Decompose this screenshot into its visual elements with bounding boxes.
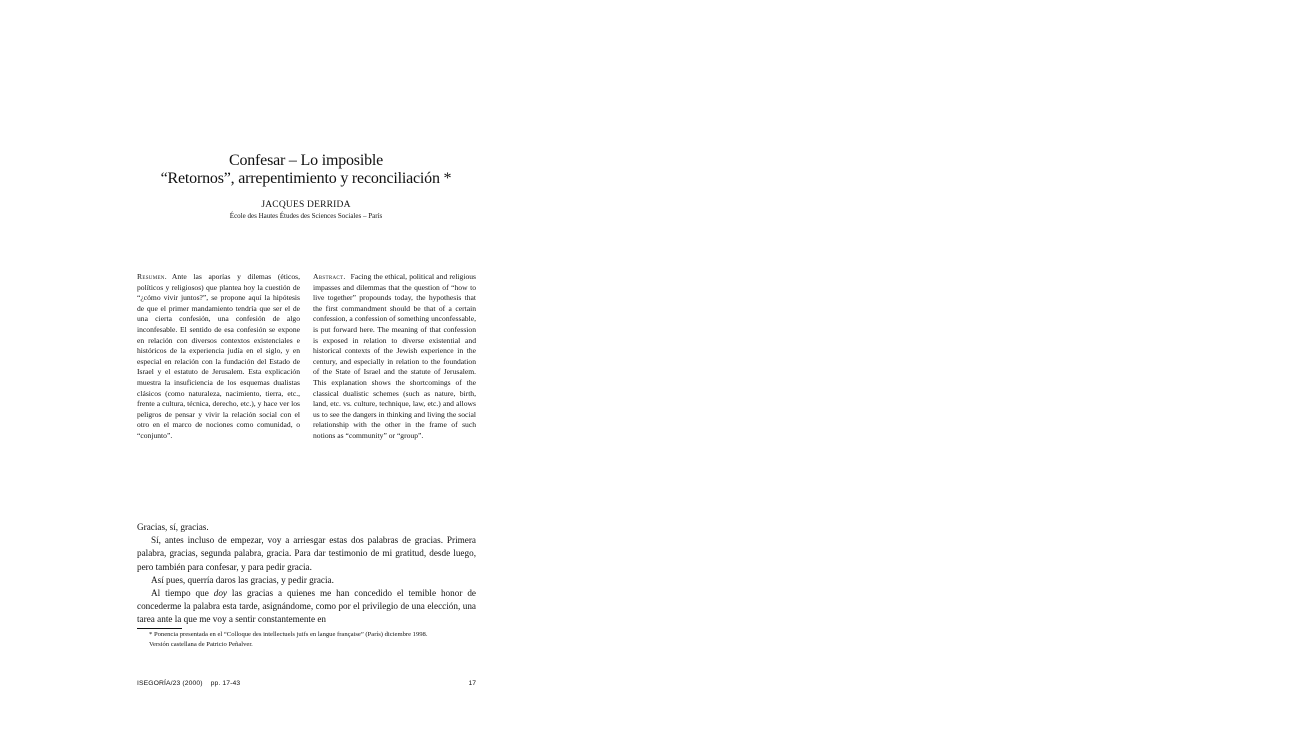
- body-text: [137, 521, 476, 627]
- body-text-run: Al tiempo que: [151, 588, 214, 599]
- body-paragraph: Gracias, sí, gracias.: [137, 522, 209, 532]
- page-number: 17: [468, 680, 476, 687]
- abstract-english-text: Facing the ethical, political and religious impasses and dilemmas that the question of “how to live together” propounds today, the hypothesis that the first commandment should be that of a certain confession, a confession of something unconfessable, is put forward here. The meaning of that confession is exposed in relation to diverse existential and historical contexts of the Jewish experience in the century, and especially in relation to the foundation of the State of Israel and the statute of Jerusalem. This explanation shows the shortcomings of the classical dualistic schemes (such as nature, birth, land, etc. vs. culture, technique, law, etc.) and allows us to see the dangers in thinking and living the social relationship with the other in the frame of such notions as “community” or “group”.: [313, 272, 476, 440]
- article-title: [136, 152, 476, 188]
- body-emphasis: doy: [213, 588, 227, 599]
- page-range: pp. 17-43: [210, 680, 241, 687]
- body-paragraph: [137, 587, 476, 627]
- author-name: JACQUES DERRIDA: [261, 200, 351, 210]
- body-text-run: las gracias a quienes me han concedido el temible honor de concederme la palabra esta tarde, asignándome, como por el privilegio de una elección, una tarea ante la que me voy a sentir constantemente en: [137, 588, 476, 625]
- abstract-english: [313, 272, 476, 442]
- abstract-spanish: [137, 272, 300, 442]
- footnote-line: * Ponencia presentada en el “Colloque des intellectuels juifs en langue française” (París) diciembre 1998.: [149, 631, 428, 638]
- title-line-2: “Retornos”, arrepentimiento y reconciliación *: [160, 170, 452, 187]
- abstract-english-label: Abstract.: [313, 272, 346, 281]
- title-line-1: Confesar – Lo imposible: [228, 152, 384, 169]
- footnote-line: Versión castellana de Patricio Peñalver.: [149, 640, 253, 648]
- footnote-rule: [137, 628, 182, 629]
- body-paragraph: Sí, antes incluso de empezar, voy a arriesgar estas dos palabras de gracias. Primera palabra, gracias, segunda palabra, gracia. Para dar testimonio de mi gratitud, desde luego, pero también para confesar, y para pedir gracia.: [137, 535, 476, 572]
- journal-citation: ISEGORÍA/23 (2000): [137, 680, 203, 687]
- abstract-spanish-label: Resumen.: [137, 272, 167, 281]
- abstract-spanish-text: Ante las aporías y dilemas (éticos, políticos y religiosos) que plantea hoy la cuestión de “¿cómo vivir juntos?”, se propone aquí la hipótesis de que el primer mandamiento tendría que ser el de una cierta confesión, una confesión de algo inconfesable. El sentido de esa confesión se expone en relación con diversos contextos existenciales e históricos de la experiencia judía en el siglo, y en especial en relación con la fundación del Estado de Israel y el estatuto de Jerusalem. Esta explicación muestra la insuficiencia de los esquemas dualistas clásicos (como naturaleza, nacimiento, tierra, etc., frente a cultura, técnica, derecho, etc.), y hace ver los peligros de pensar y vivir la relación social con el otro en el marco de nociones como comunidad, o “conjunto”.: [137, 272, 300, 440]
- author-affiliation: École des Hautes Études des Sciences Sociales – París: [229, 212, 383, 220]
- footnote: [137, 630, 476, 649]
- body-paragraph: Así pues, querría daros las gracias, y pedir gracia.: [151, 574, 334, 585]
- running-head: [137, 680, 240, 687]
